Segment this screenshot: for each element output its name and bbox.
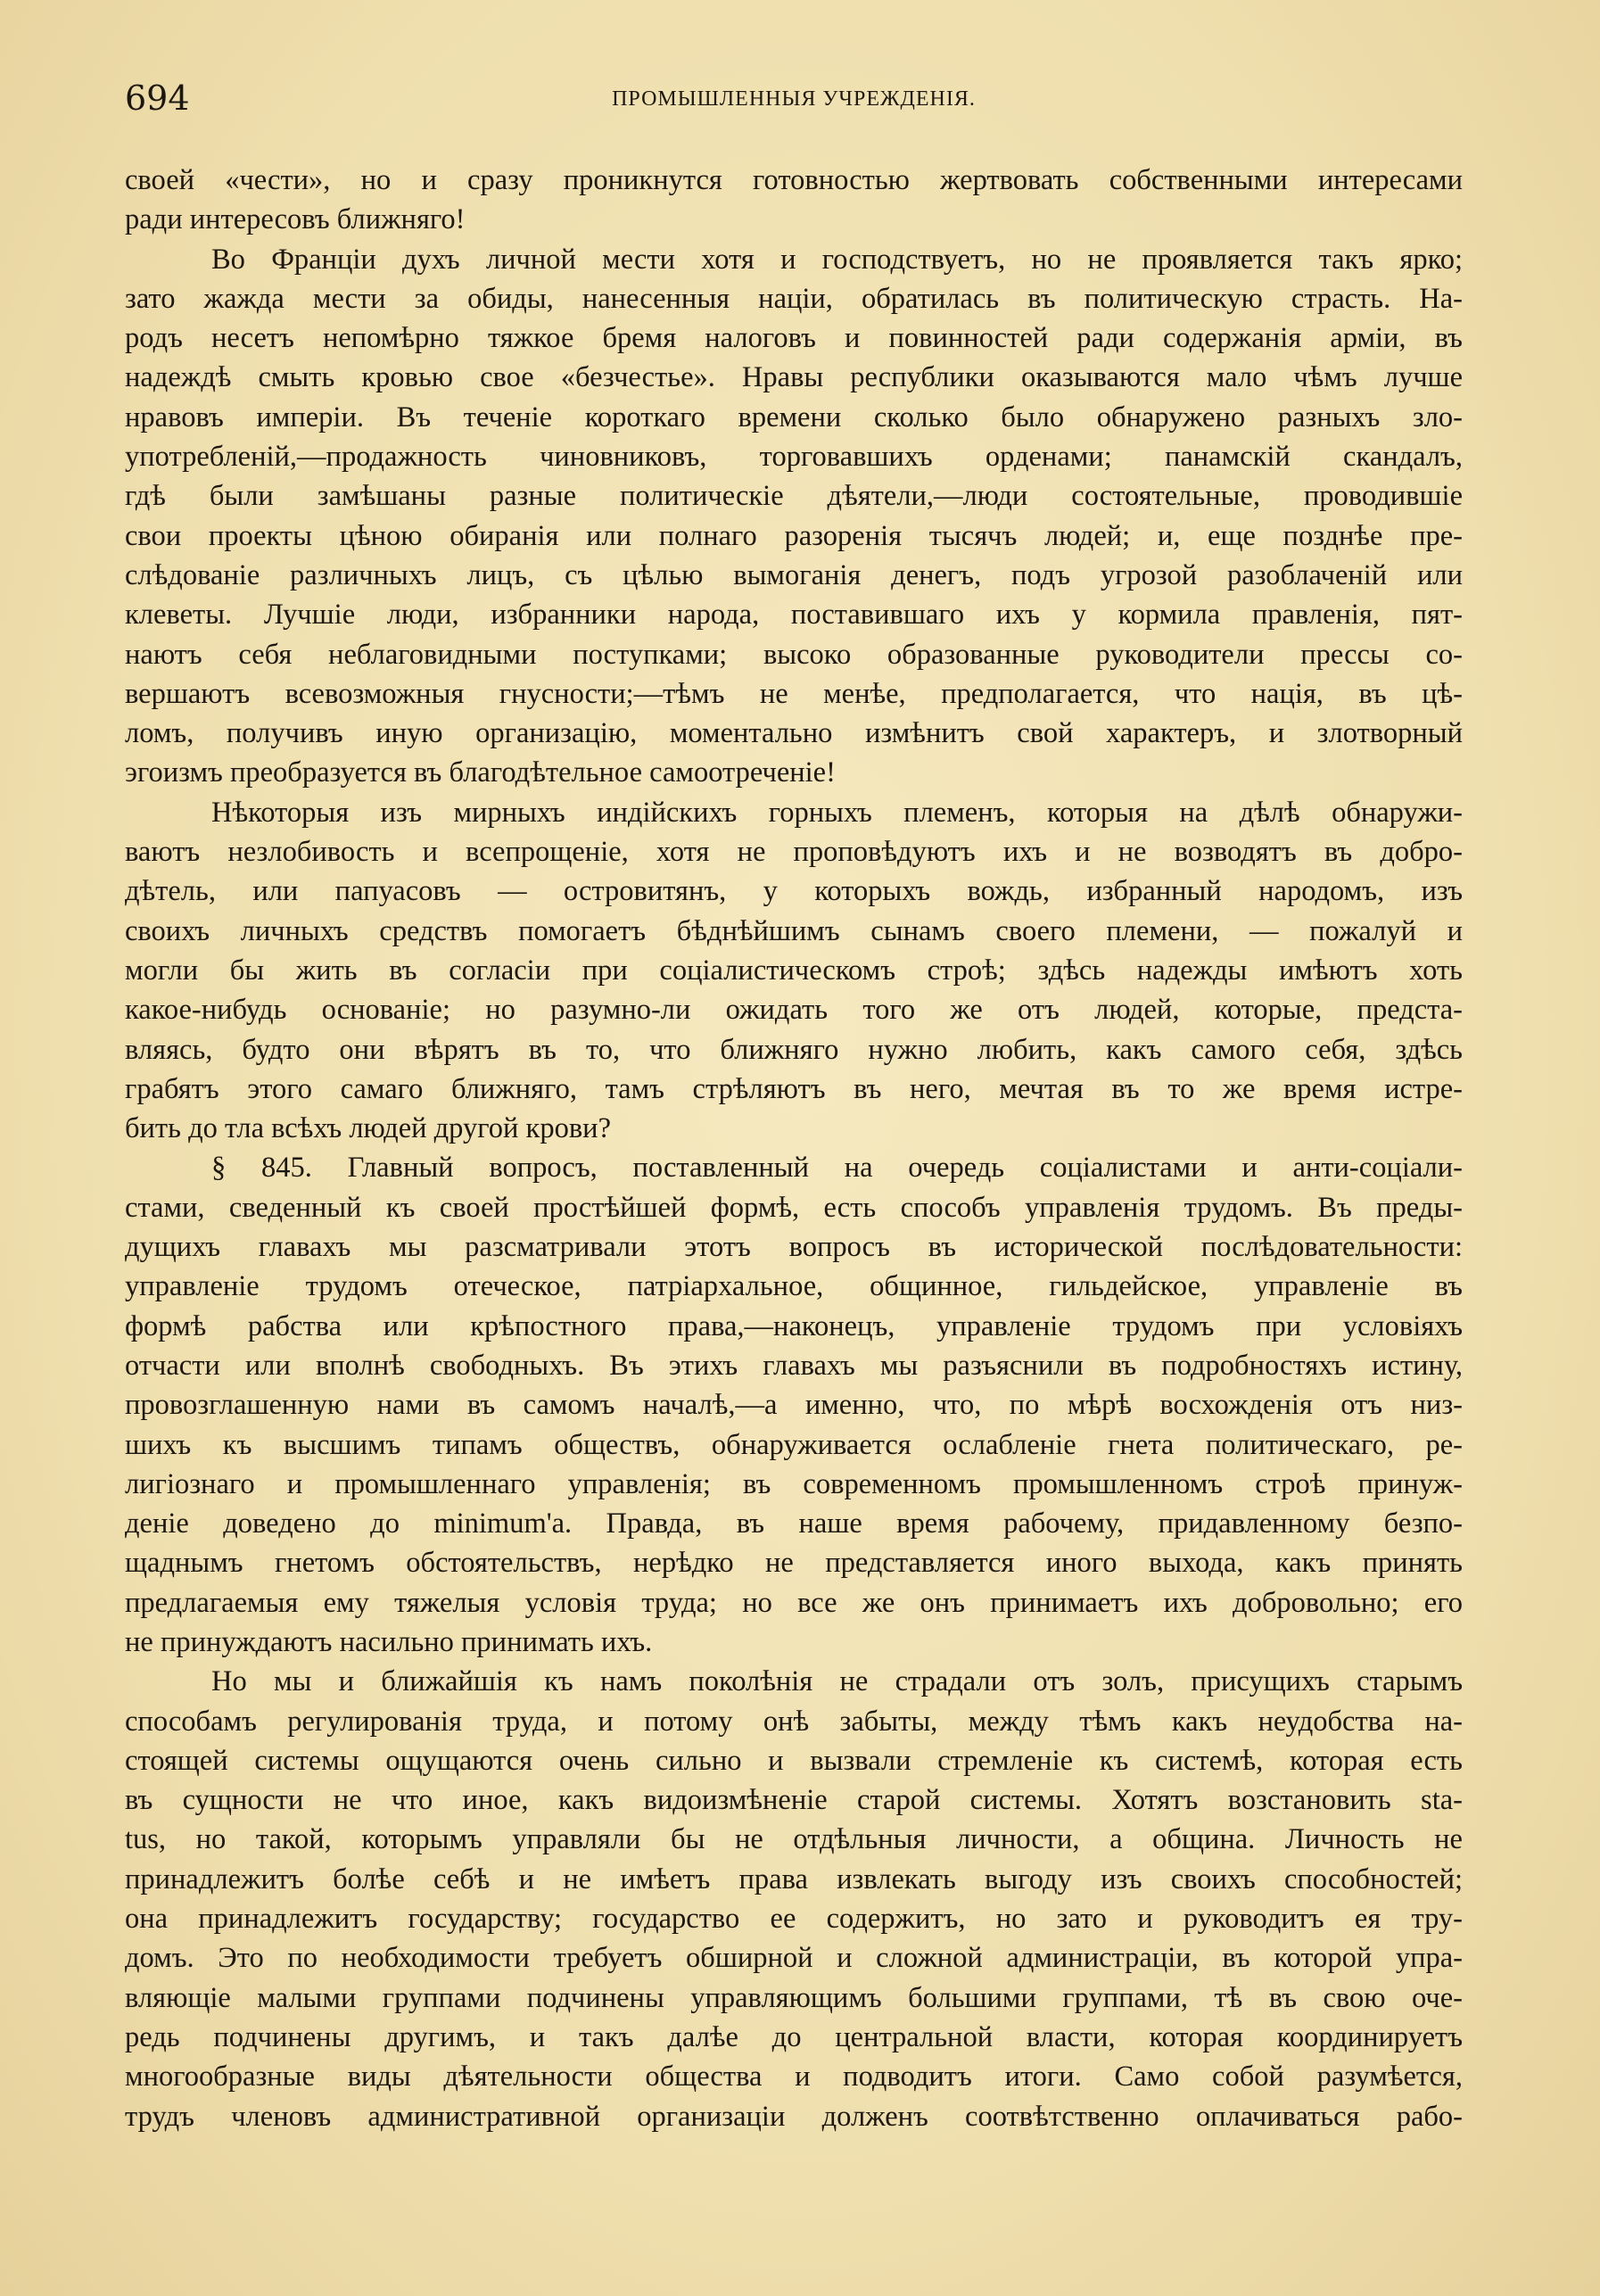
text-line: Нѣкоторыя изъ мирныхъ индійскихъ горныхъ племенъ, которыя на дѣлѣ обнаружи- [211, 796, 1463, 829]
text-line: употребленій,—продажность чиновниковъ, торговавшихъ орденами; панамскій скандалъ, [125, 441, 1463, 474]
running-title: ПРОМЫШЛЕННЫЯ УЧРЕЖДЕНIЯ. [612, 87, 976, 111]
text-line: вляющіе малыми группами подчинены управляющимъ большими группами, тѣ въ свою оче- [125, 1981, 1463, 2014]
text-line: ради интересовъ ближняго! [125, 203, 466, 236]
text-line: домъ. Это по необходимости требуетъ обширной и сложной администраціи, въ которой упра- [125, 1942, 1463, 1975]
text-line: не принуждаютъ насильно принимать ихъ. [125, 1625, 653, 1658]
text-line: свои проекты цѣною обиранія или полнаго разоренія тысячъ людей; и, еще позднѣе пре- [125, 519, 1463, 552]
text-line: вляясь, будто они вѣрятъ въ то, что ближняго нужно любить, какъ самого себя, здѣсь [125, 1033, 1463, 1066]
body-text [125, 161, 1463, 2136]
text-line: какое-нибудь основаніе; но разумно-ли ожидать того же отъ людей, которые, предста- [125, 994, 1463, 1027]
text-line: tus, но такой, которымъ управляли бы не отдѣльныя личности, а община. Личность не [125, 1823, 1463, 1856]
text-line: отчасти или вполнѣ свободныхъ. Въ этихъ главахъ мы разъяснили въ подробностяхъ истину, [125, 1349, 1463, 1382]
text-line: ломъ, получивъ иную организацію, моментально измѣнитъ свой характеръ, и злотворный [125, 717, 1463, 750]
text-line: многообразные виды дѣятельности общества и подводитъ итоги. Само собой разумѣется, [125, 2061, 1463, 2094]
text-line: надеждѣ смыть кровью свое «безчестье». Нравы республики оказываются мало чѣмъ лучше [125, 361, 1463, 394]
text-line: способамъ регулированія труда, и потому онѣ забыты, между тѣмъ какъ неудобства на- [125, 1705, 1463, 1738]
text-line: бить до тла всѣхъ людей другой крови? [125, 1112, 611, 1145]
page-number: 694 [125, 78, 190, 118]
text-line: въ сущности не что иное, какъ видоизмѣненіе старой системы. Хотятъ возстановить sta- [125, 1784, 1463, 1817]
text-line: трудъ членовъ административной организаціи долженъ соотвѣтственно оплачиваться рабо- [125, 2100, 1463, 2133]
text-line: управленіе трудомъ отеческое, патріархальное, общинное, гильдейское, управленіе въ [125, 1270, 1463, 1303]
text-line: Но мы и ближайшія къ намъ поколѣнія не страдали отъ золъ, присущихъ старымъ [211, 1665, 1463, 1698]
text-line: вершаютъ всевозможныя гнусности;—тѣмъ не менѣе, предполагается, что нація, въ цѣ- [125, 677, 1463, 710]
text-line: Во Франціи духъ личной мести хотя и господствуетъ, но не проявляется такъ ярко; [211, 243, 1463, 276]
text-line: она принадлежитъ государству; государство ее содержитъ, но зато и руководитъ ея тру- [125, 1903, 1463, 1936]
text-line: дѣтель, или папуасовъ — островитянъ, у которыхъ вождь, избранный народомъ, изъ [125, 875, 1463, 908]
text-line: шихъ къ высшимъ типамъ обществъ, обнаруживается ослабленіе гнета политическаго, ре- [125, 1428, 1463, 1461]
text-line: предлагаемыя ему тяжелыя условія труда; но все же онъ принимаетъ ихъ добровольно; его [125, 1586, 1463, 1619]
text-line: щаднымъ гнетомъ обстоятельствъ, нерѣдко не представляется иного выхода, какъ принять [125, 1547, 1463, 1580]
text-line: § 845. Главный вопросъ, поставленный на очередь соціалистами и анти-соціали- [211, 1152, 1463, 1185]
text-line: родъ несетъ непомѣрно тяжкое бремя налоговъ и повинностей ради содержанія арміи, въ [125, 322, 1463, 355]
text-line: принадлежитъ болѣе себѣ и не имѣетъ права извлекать выгоду изъ своихъ способностей; [125, 1862, 1463, 1895]
text-line: нравовъ имперіи. Въ теченіе короткаго времени сколько было обнаружено разныхъ зло- [125, 401, 1463, 434]
text-line: дущихъ главахъ мы разсматривали этотъ вопросъ въ исторической послѣдовательности: [125, 1231, 1463, 1264]
text-line: стоящей системы ощущаются очень сильно и вызвали стремленіе къ системѣ, которая есть [125, 1744, 1463, 1777]
text-line: ваютъ незлобивость и всепрощеніе, хотя не проповѣдуютъ ихъ и не возводятъ въ добро- [125, 836, 1463, 869]
text-line: могли бы жить въ согласіи при соціалистическомъ строѣ; здѣсь надежды имѣютъ хоть [125, 954, 1463, 987]
text-line: провозглашенную нами въ самомъ началѣ,—а именно, что, по мѣрѣ восхожденія отъ низ- [125, 1389, 1463, 1422]
text-line: гдѣ были замѣшаны разные политическіе дѣятели,—люди состоятельные, проводившіе [125, 480, 1463, 513]
text-line: лигіознаго и промышленнаго управленія; въ современномъ промышленномъ строѣ принуж- [125, 1467, 1463, 1500]
text-line: зато жажда мести за обиды, нанесенныя націи, обратилась въ политическую страсть. На- [125, 282, 1463, 315]
text-line: стами, сведенный къ своей простѣйшей формѣ, есть способъ управленія трудомъ. Въ преды- [125, 1191, 1463, 1224]
page-header [125, 77, 1463, 130]
text-line: слѣдованіе различныхъ лицъ, съ цѣлью вымоганія денегъ, подъ угрозой разоблаченій или [125, 558, 1463, 591]
text-line: редь подчинены другимъ, и такъ далѣе до центральной власти, которая координируетъ [125, 2020, 1463, 2053]
text-line: своей «чести», но и сразу проникнутся готовностью жертвовать собственными интересами [125, 164, 1463, 196]
text-line: грабятъ этого самаго ближняго, тамъ стрѣляютъ въ него, мечтая въ то же время истре- [125, 1072, 1463, 1105]
text-line: формѣ рабства или крѣпостного права,—наконецъ, управленіе трудомъ при условіяхъ [125, 1309, 1463, 1342]
text-line: своихъ личныхъ средствъ помогаетъ бѣднѣйшимъ сынамъ своего племени, — пожалуй и [125, 914, 1463, 947]
text-line: деніе доведено до minimum'а. Правда, въ наше время рабочему, придавленному безпо- [125, 1507, 1463, 1540]
text-line: наютъ себя неблаговидными поступками; высоко образованные руководители прессы со- [125, 638, 1463, 671]
text-line: клеветы. Лучшіе люди, избранники народа, поставившаго ихъ у кормила правленія, пят- [125, 599, 1463, 632]
text-line: эгоизмъ преобразуется въ благодѣтельное самоотреченіе! [125, 756, 836, 789]
